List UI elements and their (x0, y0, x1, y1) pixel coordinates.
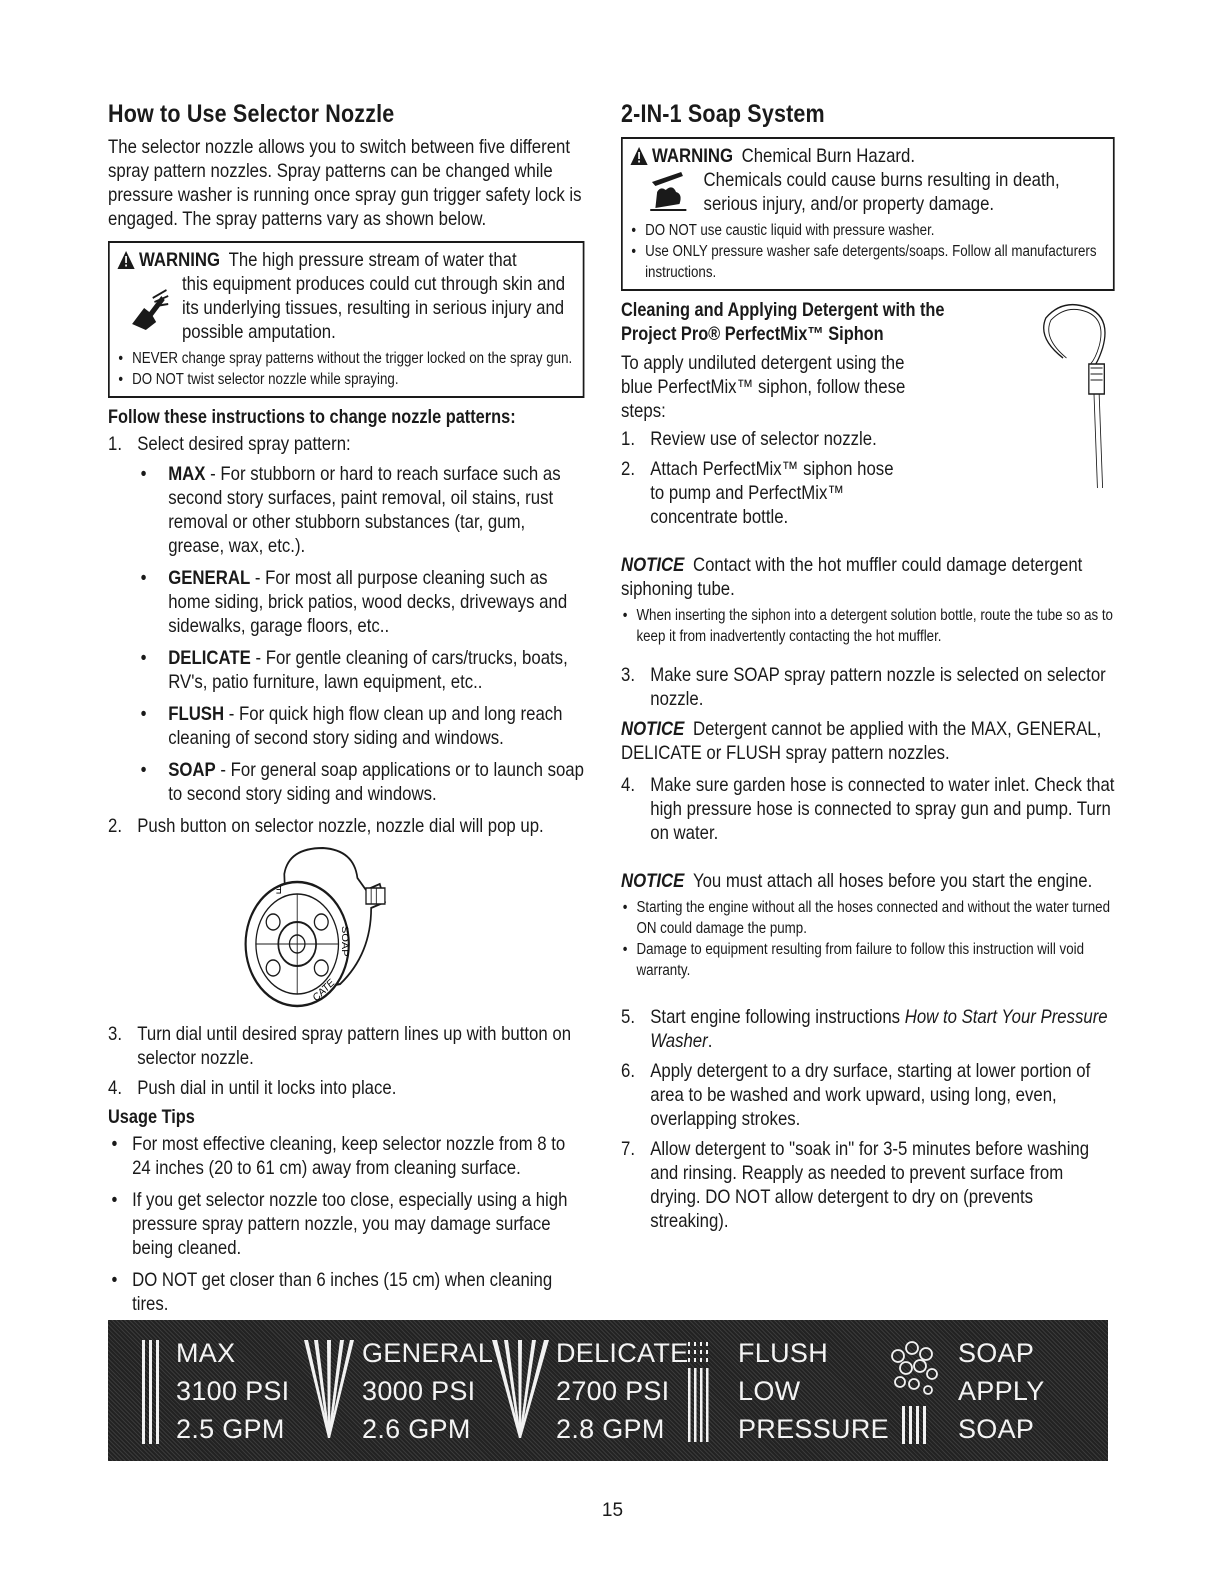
soap-steps-b (621, 1005, 1115, 1233)
soap-step-6: 6. Apply detergent to a dry surface, starting at lower portion of area to be washed and work upward, using long, even, overlapping strokes. (621, 1060, 1091, 1130)
soap-step-7: 7. Allow detergent to "soak in" for 3-5 minutes before washing and rinsing. Reapply as needed to prevent surface from drying. DO NOT allow detergent to dry on (prevents streaking). (621, 1138, 1090, 1232)
notice-bullet: • Starting the engine without all the hoses connected and without the water turned ON could damage the pump. (621, 897, 1115, 939)
usage-tip: • If you get selector nozzle too close, especially using a high pressure spray pattern nozzle, you may damage surface being cleaned. (108, 1188, 585, 1260)
warning-bullet: • Use ONLY pressure washer safe detergents/soaps. Follow all manufacturers instructions. (630, 241, 1107, 283)
warning-body: this equipment produces could cut through skin and its underlying tissues, resulting in serious injury and possible amputation. (181, 273, 566, 343)
step-2: 2. Push button on selector nozzle, nozzle dial will pop up. (108, 815, 544, 837)
follow-instructions-heading: Follow these instructions to change nozzle patterns: (108, 407, 516, 428)
warning-line1: The high pressure stream of water that (228, 249, 517, 271)
section-title-selector-nozzle: How to Use Selector Nozzle (108, 100, 395, 128)
step-4: 4. Push dial in until it locks into place. (108, 1077, 397, 1099)
banner-cell-soap: SOAP APPLY SOAP (884, 1334, 1084, 1449)
pattern-flush: • FLUSH - For quick high flow clean up and long reach cleaning of second story siding and windows. (108, 702, 585, 750)
soap-step-2: 2. Attach PerfectMix™ siphon hose to pump and PerfectMix™ concentrate bottle. (621, 458, 894, 528)
notice-hoses: NOTICE You must attach all hoses before you start the engine. (621, 870, 1093, 892)
dial-label-cate: CATE (311, 977, 337, 1005)
usage-tips-heading: Usage Tips (108, 1107, 195, 1128)
right-column (621, 100, 1116, 1239)
notice-bullet: • Damage to equipment resulting from failure to follow this instruction will void warranty. (621, 939, 1115, 981)
selector-nozzle-illustration (237, 844, 400, 1014)
soap-step-3-list (621, 663, 1115, 711)
left-column (108, 100, 586, 1324)
warning-box-chemical (621, 137, 1115, 291)
nozzle-steps (108, 432, 585, 838)
warning-bullet: • DO NOT twist selector nozzle while spraying. (117, 369, 577, 390)
notice-bullet: • When inserting the siphon into a detergent solution bottle, route the tube so as to keep it from inadvertently contacting the hot muffler. (621, 605, 1115, 647)
warning-line1: Chemical Burn Hazard. (741, 145, 915, 167)
warning-body: Chemicals could cause burns resulting in death, serious injury, and/or property damage. (703, 169, 1060, 215)
pattern-soap: • SOAP - For general soap applications or to launch soap to second story siding and windows. (108, 758, 585, 806)
pattern-general: • GENERAL - For most all purpose cleaning such as home siding, brick patios, wood decks, driveways and sidewalks, garage floors, etc.. (108, 566, 585, 638)
usage-tips-list (108, 1132, 585, 1316)
warning-label: WARNING (138, 249, 221, 271)
pattern-delicate: • DELICATE - For gentle cleaning of cars/trucks, boats, RV's, patio furniture, lawn equipment, etc.. (108, 646, 585, 694)
siphon-intro: To apply undiluted detergent using the blue PerfectMix™ siphon, follow these steps: (621, 352, 906, 422)
notice-detergent: NOTICE Detergent cannot be applied with the MAX, GENERAL, DELICATE or FLUSH spray pattern nozzles. (621, 718, 1102, 764)
page-number: 15 (601, 1500, 624, 1521)
soap-step-5: 5. Start engine following instructions How to Start Your Pressure Washer. (621, 1006, 1108, 1052)
soap-steps-a (621, 427, 905, 529)
usage-tip: • For most effective cleaning, keep selector nozzle from 8 to 24 inches (20 to 61 cm) away from cleaning surface. (108, 1132, 585, 1180)
soap-spray-icon (884, 1334, 950, 1449)
usage-tip: • DO NOT get closer than 6 inches (15 cm) when cleaning tires. (108, 1268, 585, 1316)
step-3: 3. Turn dial until desired spray pattern lines up with button on selector nozzle. (108, 1023, 572, 1069)
soap-step-3: 3. Make sure SOAP spray pattern nozzle is selected on selector nozzle. (621, 664, 1106, 710)
soap-step-4-list (621, 773, 1115, 845)
spray-pattern-list (108, 462, 585, 806)
warning-box-high-pressure (108, 241, 585, 398)
banner-cell-max: MAX 3100 PSI 2.5 GPM (136, 1334, 316, 1449)
warning-bullets (117, 348, 577, 390)
soap-step-4: 4. Make sure garden hose is connected to water inlet. Check that high pressure hose is connected to spray gun and pump. Turn on water. (621, 774, 1115, 844)
warning-bullet: • NEVER change spray patterns without the trigger locked on the spray gun. (117, 348, 577, 369)
step-1: 1. Select desired spray pattern: • MAX - For stubborn or hard to reach surface such as second story surfaces, paint removal, oil stains, rust removal or other stubborn substances (tar, gum, grease, wax, etc.). • GENERAL - For most all purpose cleaning such as home siding, brick patios, wood decks, driveways and sidewalks, garage floors, etc.. • DELICATE - For gentle cleaning of cars/trucks, boats, RV's, patio furniture, lawn equipment, etc.. • FLUSH - For quick high flow clean up and long reach cleaning of second story siding and windows. • SOAP - For general soap applications or to launch soap to second story siding and windows. (108, 432, 585, 806)
warning-bullet: • DO NOT use caustic liquid with pressure washer. (630, 220, 1107, 241)
nozzle-steps-continued (108, 1022, 585, 1100)
general-spray-icon (300, 1334, 360, 1449)
soap-step-1: 1. Review use of selector nozzle. (621, 428, 877, 450)
notice-muffler-bullets (621, 605, 1115, 647)
dial-label-f: F (275, 882, 282, 895)
left-column-content (108, 100, 585, 1316)
section-title-soap-system: 2-IN-1 Soap System (621, 100, 825, 128)
pattern-max: • MAX - For stubborn or hard to reach surface such as second story surfaces, paint removal, oil stains, rust removal or other stubborn substances (tar, gum, grease, wax, etc.). (108, 462, 585, 558)
warning-triangle-icon (630, 146, 649, 166)
warning-triangle-icon (117, 250, 136, 270)
selector-intro: The selector nozzle allows you to switch between five different spray pattern nozzles. Spray patterns can be changed while pressure washer is running once spray gun trigger safety lock is engaged. The spray patterns vary as shown below. (108, 136, 582, 230)
warning-bullets (630, 220, 1107, 283)
warning-label: WARNING (651, 145, 734, 167)
cleaning-heading: Cleaning and Applying Detergent with the Project Pro® PerfectMix™ Siphon (621, 300, 945, 345)
banner-cell-general: GENERAL 3000 PSI 2.6 GPM (300, 1334, 500, 1449)
notice-hoses-bullets (621, 897, 1115, 981)
max-spray-icon (136, 1334, 166, 1449)
spray-pattern-banner (108, 1320, 1108, 1461)
high-pressure-cut-hand-icon (127, 286, 170, 336)
notice-muffler: NOTICE Contact with the hot muffler could damage detergent siphoning tube. (621, 554, 1083, 600)
perfectmix-siphon-illustration (1029, 298, 1124, 498)
banner-cell-delicate: DELICATE 2700 PSI 2.8 GPM (490, 1334, 690, 1449)
dial-label-soap: SOAP (339, 926, 350, 957)
chemical-burn-icon (647, 170, 690, 214)
right-column-content (621, 100, 1115, 1233)
banner-cell-flush: FLUSH LOW PRESSURE (684, 1334, 884, 1449)
flush-spray-icon (684, 1334, 718, 1449)
delicate-spray-icon (490, 1334, 552, 1449)
